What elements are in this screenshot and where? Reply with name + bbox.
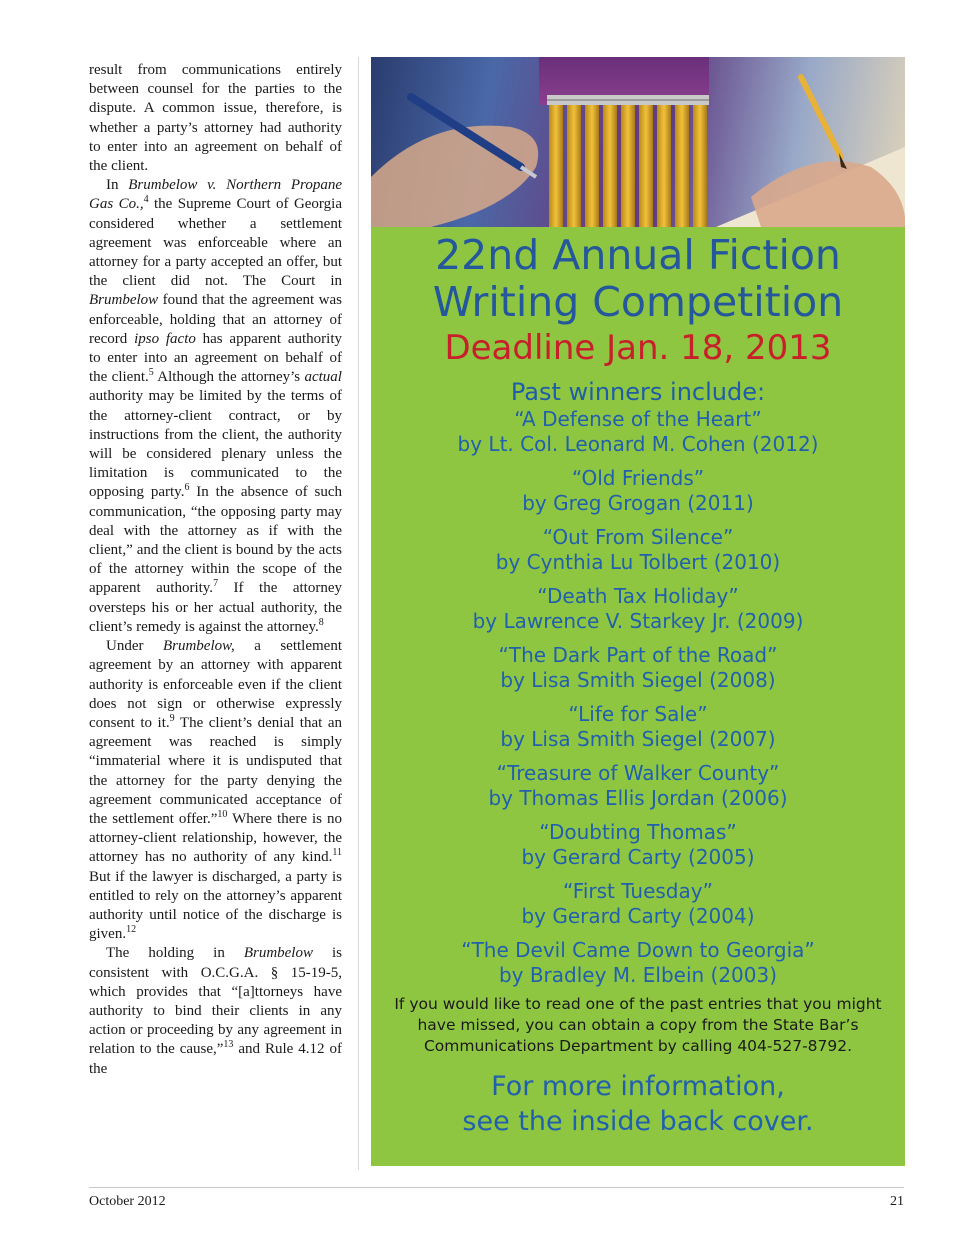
column-divider xyxy=(358,57,359,1170)
fiction-competition-ad xyxy=(371,57,905,1166)
winner-title: “The Dark Part of the Road” xyxy=(498,643,778,667)
winner-author: by Bradley M. Elbein (2003) xyxy=(498,963,778,987)
winner-title: “Treasure of Walker County” xyxy=(496,761,780,785)
footer-rule xyxy=(89,1187,904,1188)
footnote-ref: 5 xyxy=(148,367,154,379)
footer-date: October 2012 xyxy=(89,1194,166,1209)
winner-entry xyxy=(371,761,905,811)
text-run: Although the attorney’s xyxy=(153,369,305,386)
title-line-2: Writing Competition xyxy=(432,278,844,326)
emphasis: actual xyxy=(304,369,342,386)
winner-entry xyxy=(371,879,905,929)
page-number: 21 xyxy=(890,1194,904,1209)
winner-entry xyxy=(371,938,905,988)
article-paragraph-2 xyxy=(89,176,342,637)
text-run: the Supreme Court of Georgia considered whether a settlement agreement was enforceable where an attorney for a party accepted an offer, but the client did not. The Court in xyxy=(89,196,342,290)
text-run: authority may be limited by the terms of the attorney-client contract, or by instructions from the client, the authority will be considered plenary unless the limitation is communicated to the opposing party. xyxy=(89,388,342,501)
winner-entry xyxy=(371,466,905,516)
winner-entry xyxy=(371,407,905,457)
case-name: Brumbelow, xyxy=(162,638,235,655)
more-info-line-2: see the inside back cover. xyxy=(462,1106,814,1137)
winner-author: by Lt. Col. Leonard M. Cohen (2012) xyxy=(457,432,819,456)
winner-entry xyxy=(371,820,905,870)
article-paragraph-4 xyxy=(89,944,342,1078)
text-run: The holding in xyxy=(106,945,244,962)
text-run: a settlement agreement by an attorney with apparent authority is enforceable even if the client does not sign or otherwise expressly consent to it. xyxy=(89,638,342,731)
winner-author: by Lisa Smith Siegel (2008) xyxy=(500,668,776,692)
article-paragraph-1: result from communications entirely between counsel for the parties to the dispute. A common issue, therefore, is whether a party’s attorney had authority to enter into an agreement on behalf of the client. xyxy=(89,62,342,175)
case-name: Brumbelow xyxy=(89,292,159,309)
footnote-ref: 10 xyxy=(217,808,228,820)
text-run: In the absence of such communication, “the opposing party may deal with the attorney as if with the client,” and the client is bound by the acts of the attorney within the scope of the apparent authority. xyxy=(89,484,342,597)
pencils-illustration xyxy=(371,57,905,227)
more-info-text xyxy=(371,1069,905,1139)
winner-title: “Doubting Thomas” xyxy=(539,820,737,844)
winner-title: “First Tuesday” xyxy=(563,879,713,903)
article-paragraph-3 xyxy=(89,637,342,944)
winner-author: by Lisa Smith Siegel (2007) xyxy=(500,727,776,751)
footnote-ref: 6 xyxy=(184,482,190,494)
winner-author: by Cynthia Lu Tolbert (2010) xyxy=(495,550,781,574)
footnote-ref: 7 xyxy=(213,578,219,590)
footnote-ref: 9 xyxy=(169,712,175,724)
winner-author: by Thomas Ellis Jordan (2006) xyxy=(488,786,788,810)
text-run: But if the lawyer is discharged, a party is entitled to rely on the attorney’s apparent authority until notice of the discharge is given. xyxy=(89,868,342,943)
winner-title: “The Devil Came Down to Georgia” xyxy=(461,938,815,962)
latin-term: ipso facto xyxy=(134,330,196,347)
title-line-1: 22nd Annual Fiction xyxy=(435,231,841,279)
case-name: Brumbelow xyxy=(243,945,313,962)
winner-entry xyxy=(371,525,905,575)
text-run: found that the agreement was enforceable, holding that an attorney of record xyxy=(89,292,342,347)
text-run: The client’s denial that an agreement was reached is simply “immaterial where it is undisputed that the attorney for the party denying the agreement communicated acceptance of the settlement offer.” xyxy=(89,714,342,827)
winner-author: by Greg Grogan (2011) xyxy=(522,491,754,515)
winner-entry xyxy=(371,702,905,752)
footnote-ref: 13 xyxy=(223,1039,234,1051)
text-run: Under xyxy=(106,638,163,655)
text-run: is consistent with O.C.G.A. § 15-19-5, which provides that “[a]ttorneys have authority to bind their clients in any action or proceeding by any agreement in relation to the cause,” xyxy=(89,945,342,1058)
text-run: and Rule 4.12 of the xyxy=(89,1041,343,1077)
case-name: Brumbelow v. Northern Propane Gas Co., xyxy=(89,177,342,213)
footnote-ref: 8 xyxy=(318,616,324,628)
winner-title: “A Defense of the Heart” xyxy=(514,407,762,431)
past-winners-heading: Past winners include: xyxy=(510,378,766,406)
competition-title xyxy=(371,232,905,326)
winner-title: “Death Tax Holiday” xyxy=(537,584,739,608)
pencils-photo xyxy=(371,57,905,227)
winner-title: “Old Friends” xyxy=(571,466,705,490)
winner-author: by Gerard Carty (2005) xyxy=(521,845,755,869)
winner-author: by Gerard Carty (2004) xyxy=(521,904,755,928)
text-run: Where there is no attorney-client relationship, however, the attorney has no authority of any kind. xyxy=(89,810,342,866)
article-column xyxy=(89,61,342,1079)
copy-request-note: If you would like to read one of the past entries that you might have missed, you can obtain a copy from the State Bar’s Communications Department by calling 404-527-8792. xyxy=(394,995,882,1055)
more-info-line-1: For more information, xyxy=(491,1071,785,1102)
winner-entry xyxy=(371,584,905,634)
text-run: has apparent authority to enter into an agreement on behalf of the client. xyxy=(89,330,342,386)
footnote-ref: 12 xyxy=(126,924,137,936)
text-run: If the attorney oversteps his or her actual authority, the client’s remedy is against the attorney. xyxy=(89,580,342,635)
winner-author: by Lawrence V. Starkey Jr. (2009) xyxy=(472,609,804,633)
winner-title: “Out From Silence” xyxy=(542,525,734,549)
footnote-ref: 4 xyxy=(143,194,149,206)
winner-entry xyxy=(371,643,905,693)
text-run: In xyxy=(106,177,129,194)
footnote-ref: 11 xyxy=(332,847,342,859)
ad-content xyxy=(371,232,905,1139)
deadline-text: Deadline Jan. 18, 2013 xyxy=(444,328,832,368)
winners-list xyxy=(371,407,905,988)
winner-title: “Life for Sale” xyxy=(568,702,708,726)
